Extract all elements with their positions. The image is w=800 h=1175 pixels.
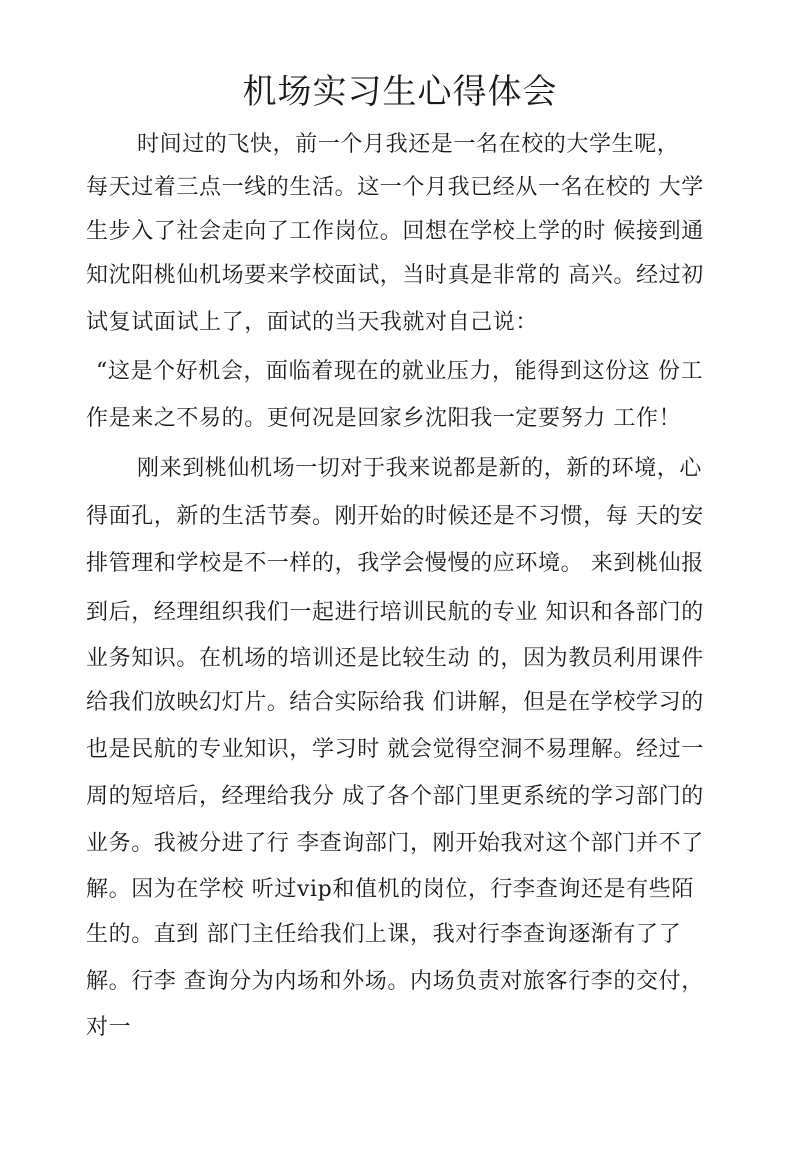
body-line-2: 每天过着三点一线的生活。这一个月我已经从一名在校的 大学 bbox=[86, 175, 704, 200]
body-line-15: 周的短培后，经理给我分 成了各个部门里更系统的学习部门的 bbox=[86, 784, 704, 809]
body-line-20: 对一 bbox=[86, 1015, 132, 1040]
body-line-13: 给我们放映幻灯片。结合实际给我 们讲解，但是在学校学习的 bbox=[86, 690, 704, 715]
body-line-10: 排管理和学校是不一样的，我学会慢慢的应环境。 来到桃仙报 bbox=[86, 551, 704, 576]
document-title: 机场实习生心得体会 bbox=[242, 72, 558, 112]
body-line-11: 到后，经理组织我们一起进行培训民航的专业 知识和各部门的 bbox=[86, 600, 704, 625]
body-line-8: 刚来到桃仙机场一切对于我来说都是新的，新的环境，心 bbox=[137, 456, 703, 481]
body-line-17: 解。因为在学校 听过vip和值机的岗位，行李查询还是有些陌 bbox=[86, 877, 694, 902]
body-line-14: 也是民航的专业知识，学习时 就会觉得空洞不易理解。经过一 bbox=[86, 737, 704, 762]
body-line-16: 业务。我被分进了行 李查询部门，刚开始我对这个部门并不了 bbox=[86, 831, 704, 856]
body-line-1: 时间过的飞快，前一个月我还是一名在校的大学生呢， bbox=[137, 132, 680, 157]
body-line-3: 生步入了社会走向了工作岗位。回想在学校上学的时 候接到通 bbox=[86, 219, 704, 244]
body-line-6: “这是个好机会，面临着现在的就业压力，能得到这份这 份工 bbox=[96, 359, 704, 384]
body-line-12: 业务知识。在机场的培训还是比较生动 的，因为教员利用课件 bbox=[86, 646, 704, 671]
body-line-4: 知沈阳桃仙机场要来学校面试，当时真是非常的 高兴。经过初 bbox=[86, 263, 704, 288]
body-line-18: 生的。直到 部门主任给我们上课，我对行李查询逐渐有了了 bbox=[86, 922, 682, 947]
body-line-5: 试复试面试上了，面试的当天我就对自己说： bbox=[86, 310, 539, 335]
body-line-9: 得面孔，新的生活节奏。刚开始的时候还是不习惯，每 天的安 bbox=[86, 504, 704, 529]
body-line-7: 作是来之不易的。更何况是回家乡沈阳我一定要努力 工作！ bbox=[86, 406, 682, 431]
body-line-19: 解。行李 查询分为内场和外场。内场负责对旅客行李的交付， bbox=[86, 969, 704, 994]
